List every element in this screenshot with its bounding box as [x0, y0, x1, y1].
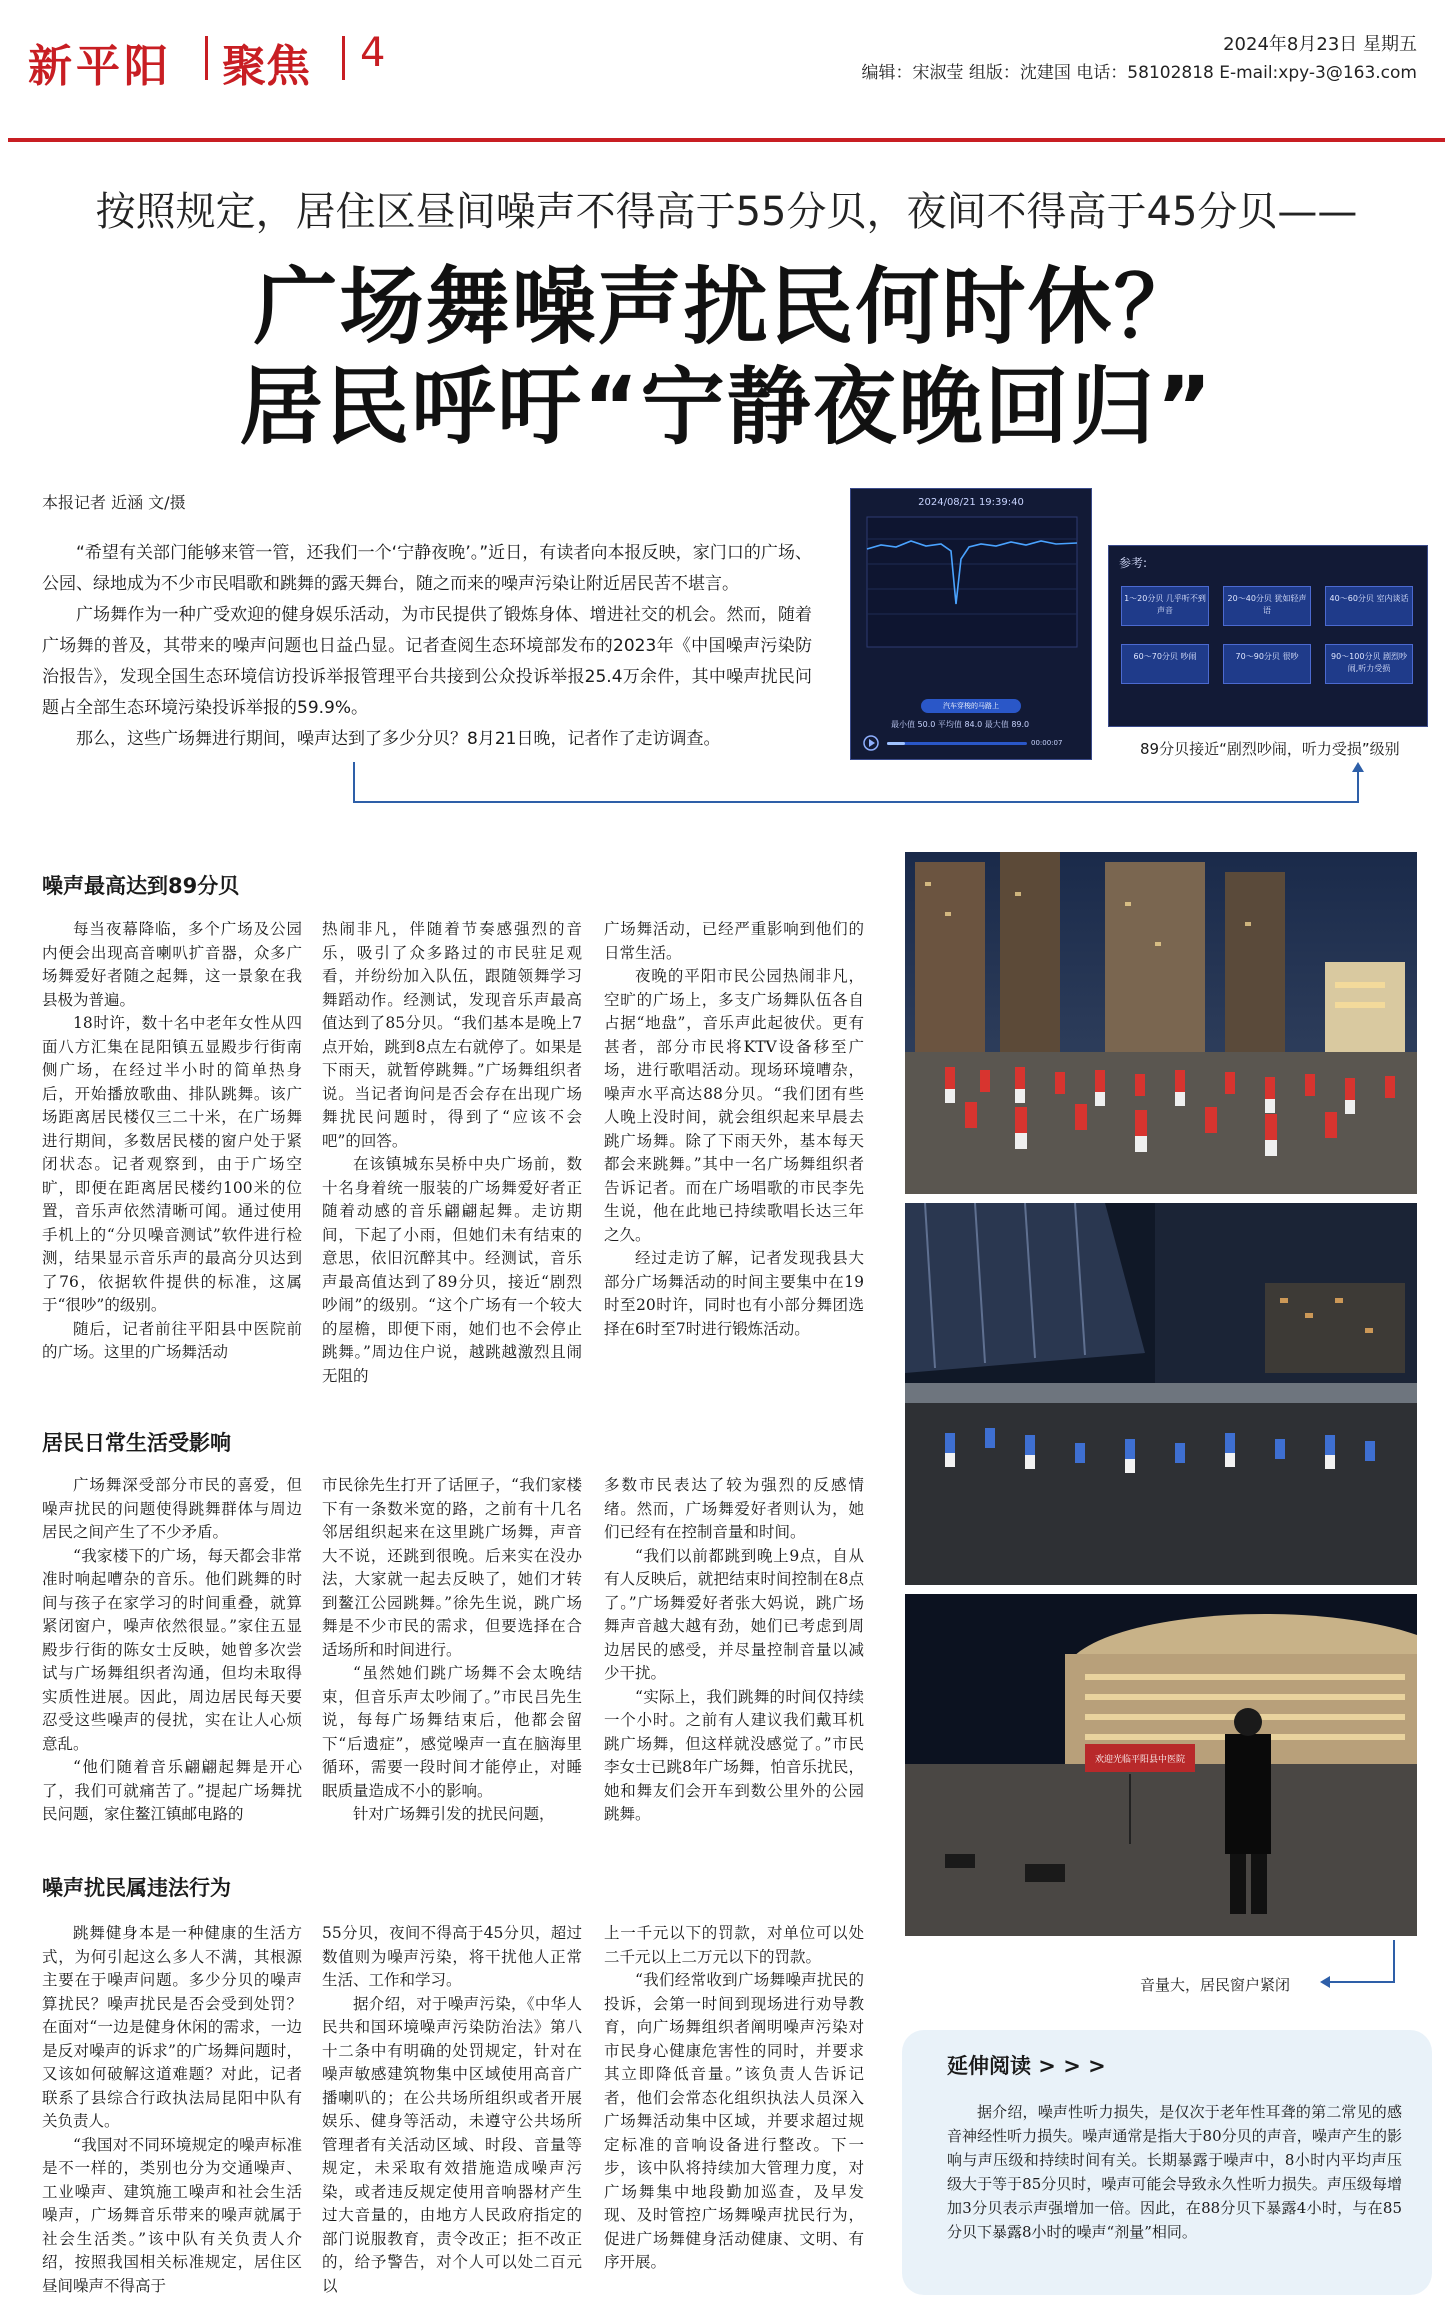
- paragraph: “我家楼下的广场，每天都会非常准时响起嘈杂的音乐。他们跳舞的时间与孩子在家学习的时间重叠，就算紧闭窗户，噪声依然很显。”家住五显殿步行街的陈女士反映，她曾多次尝试与广场舞组织者沟通，但均未取得实质性进展。因此，周边居民每天要忍受这些噪声的侵扰，实在让人心烦意乱。: [42, 1546, 302, 1753]
- paragraph: 市民徐先生打开了话匣子，“我们家楼下有一条数米宽的路，之前有十几名邻居组织起来在这里跳广场舞，声音大不说，还跳到很晚。后来实在没办法，大家就一起去反映了，她们才转到鳌江公园跳舞。”徐先生说，跳广场舞是不少市民的需求，但要选择在合适场所和时间进行。: [322, 1476, 582, 1659]
- paragraph: 广场舞深受部分市民的喜爱，但噪声扰民的问题使得跳舞群体与周边居民之间产生了不少矛盾。: [42, 1476, 302, 1541]
- section2-column-3: [604, 1474, 864, 1827]
- section-heading-2: 居民日常生活受影响: [42, 1431, 231, 1455]
- extended-reading-title: 延伸阅读 > > >: [947, 2054, 1106, 2078]
- reference-cell: 40～60分贝 室内谈话: [1325, 586, 1413, 626]
- paragraph: “虽然她们跳广场舞不会太晚结束，但音乐声太吵闹了。”市民吕先生说，每每广场舞结束后，他都会留下“后遗症”，感觉噪声一直在脑海里循环，需要一段时间才能停止，对睡眠质量造成不小的影响。: [322, 1664, 582, 1800]
- paragraph: “他们随着音乐翩翩起舞是开心了，我们可就痛苦了。”提起广场舞扰民问题，家住鳌江镇邮电路的: [42, 1758, 302, 1823]
- masthead-rule: [8, 138, 1445, 142]
- lead-paragraph: 广场舞作为一种广受欢迎的健身娱乐活动，为市民提供了锻炼身体、增进社交的机会。然而，随着广场舞的普及，其带来的噪声问题也日益凸显。记者查阅生态环境部发布的2023年《中国噪声污染防治报告》，发现全国生态环境信访投诉举报管理平台共接到公众投诉举报25.4万余件，其中噪声扰民问题占全部生态环境污染投诉举报的59.9%。: [42, 605, 812, 718]
- app-caption: 89分贝接近“剧烈吵闹，听力受损”级别: [1140, 740, 1400, 758]
- section-name: 聚焦: [222, 41, 310, 92]
- paragraph: 经过走访了解，记者发现我县大部分广场舞活动的时间主要集中在19时至20时许，同时也有小部分舞团选择在6时至7时进行锻炼活动。: [604, 1249, 864, 1338]
- issue-date: 2024年8月23日 星期五: [1223, 34, 1417, 55]
- paragraph: 上一千元以下的罚款，对单位可以处二千元以上二万元以下的罚款。: [604, 1924, 864, 1966]
- photo-plaza-dancers-illustration: [905, 852, 1417, 1194]
- section3-column-3: [604, 1922, 864, 2275]
- editor-info: 编辑：宋淑莹 组版：沈建国 电话：58102818 E-mail:xpy-3@163.com: [861, 63, 1417, 83]
- paragraph: 热闹非凡，伴随着节奏感强烈的音乐，吸引了众多路过的市民驻足观看，并纷纷加入队伍，跟随领舞学习舞蹈动作。经测试，发现音乐声最高值达到了85分贝。“我们基本是晚上7点开始，跳到8点左右就停了。如果是下雨天，就暂停跳舞。”广场舞组织者说。当记者询问是否会存在出现广场舞扰民问题时，得到了“应该不会吧”的回答。: [322, 920, 582, 1150]
- reference-cell: 20～40分贝 犹如轻声语: [1223, 586, 1311, 626]
- paragraph: “我们以前都跳到晚上9点，自从有人反映后，就把结束时间控制在8点了。”广场舞爱好者张大妈说，跳广场舞声音越大越有劲，她们已考虑到周边居民的感受，并尽量控制音量以减少干扰。: [604, 1546, 864, 1682]
- paragraph: 随后，记者前往平阳县中医院前的广场。这里的广场舞活动: [42, 1319, 302, 1361]
- caption-arrow: [1320, 1938, 1400, 1988]
- reference-cell: 70～90分贝 很吵: [1223, 644, 1311, 684]
- photo-plaza-dancers: [905, 852, 1417, 1194]
- decibel-app-screenshot: [850, 488, 1092, 760]
- reference-cell: 60～70分贝 吵闹: [1121, 644, 1209, 684]
- section1-column-3: [604, 918, 864, 1341]
- extended-reading-box: [902, 2030, 1432, 2295]
- lead-paragraphs: [42, 538, 812, 755]
- paragraph: 多数市民表达了较为强烈的反感情绪。然而，广场舞爱好者则认为，她们已经有在控制音量和时间。: [604, 1476, 864, 1541]
- headline-line-2: 居民呼吁“宁静夜晚回归”: [239, 358, 1214, 456]
- headline-kicker: 按照规定，居住区昼间噪声不得高于55分贝，夜间不得高于45分贝——: [95, 189, 1358, 235]
- section1-column-2: [322, 918, 582, 1388]
- photo-hospital-plaza-illustration: [905, 1203, 1417, 1585]
- person-silhouette: [1225, 1734, 1271, 1854]
- photo-caption: 音量大，居民窗户紧闭: [1140, 1976, 1291, 1994]
- progress-fill: [887, 742, 905, 745]
- section-heading-1: 噪声最高达到89分贝: [42, 874, 240, 898]
- app-timestamp: 2024/08/21 19:39:40: [918, 497, 1024, 508]
- paragraph: 据介绍，噪声性听力损失，是仅次于老年性耳聋的第二常见的感音神经性听力损失。噪声通常是指大于80分贝的声音，噪声产生的影响与声压级和持续时间有关。长期暴露于噪声中，8小时内平均声压级大于等于85分贝时，噪声可能会导致永久性听力损失。声压级每增加3分贝表示声强增加一倍。因此，在88分贝下暴露4小时，与在85分贝下暴露8小时的噪声“剂量”相同。: [947, 2103, 1402, 2241]
- paragraph: “实际上，我们跳舞的时间仅持续一个小时。之前有人建议我们戴耳机跳广场舞，但这样就没感觉了。”市民李女士已跳8年广场舞，怕音乐扰民，她和舞友们会开车到数公里外的公园跳舞。: [604, 1687, 864, 1823]
- paragraph: 18时许，数十名中老年女性从四面八方汇集在昆阳镇五显殿步行街南侧广场，在经过半小时的简单热身后，开始播放歌曲、排队跳舞。该广场距离居民楼仅三二十米，在广场舞进行期间，多数居民楼的窗户处于紧闭状态。记者观察到，由于广场空旷，即便在距离居民楼约100米的位置，音乐声依然清晰可闻。通过使用手机上的“分贝噪音测试”软件进行检测，结果显示音乐声的最高分贝达到了76，依据软件提供的标准，这属于“很吵”的级别。: [42, 1014, 302, 1314]
- paragraph: 在该镇城东吴桥中央广场前，数十名身着统一服装的广场舞爱好者正随着动感的音乐翩翩起舞。走访期间，下起了小雨，但她们未有结束的意思，依旧沉醉其中。经测试，音乐声最高值达到了89分贝，接近“剧烈吵闹”的级别。“这个广场有一个较大的屋檐，即便下雨，她们也不会停止跳舞。”周边住户说，越跳越激烈且闹无阻的: [322, 1155, 582, 1385]
- paragraph: 55分贝，夜间不得高于45分贝，超过数值则为噪声污染，将干扰他人正常生活、工作和学习。: [322, 1924, 582, 1989]
- banner-text: 欢迎光临平阳县中医院: [1094, 1755, 1186, 1765]
- decibel-stats: 最小值 50.0 平均值 84.0 最大值 89.0: [891, 720, 1030, 729]
- lead-paragraph: “希望有关部门能够来管一管，还我们一个‘宁静夜晚’。”近日，有读者向本报反映，家门口的广场、公园、绿地成为不少市民唱歌和跳舞的露天舞台，随之而来的噪声污染让附近居民苦不堪言。: [42, 543, 812, 594]
- reference-cell: 90～100分贝 剧烈吵闹,听力受损: [1325, 644, 1413, 684]
- paragraph: 每当夜幕降临，多个广场及公园内便会出现高音喇叭扩音器，众多广场舞爱好者随之起舞，这一景象在我县极为普遍。: [42, 920, 302, 1009]
- reference-title: 参考:: [1119, 556, 1148, 570]
- section-heading-3: 噪声扰民属违法行为: [42, 1876, 231, 1900]
- reference-cell: 1～20分贝 几乎听不到声音: [1121, 586, 1209, 626]
- paragraph: 针对广场舞引发的扰民问题，: [353, 1805, 555, 1823]
- paragraph: 广场舞活动，已经严重影响到他们的日常生活。: [604, 920, 864, 962]
- decibel-reference-table: [1108, 545, 1428, 727]
- paragraph: 夜晚的平阳市民公园热闹非凡，空旷的广场上，多支广场舞队伍各自占据“地盘”，音乐声此起彼伏。更有甚者，部分市民将KTV设备移至广场，进行歌唱活动。现场环境嘈杂，噪声水平高达88分贝。“我们团有些人晚上没时间，就会组织起来早晨去跳广场舞。除了下雨天外，基本每天都会来跳舞。”其中一名广场舞组织者告诉记者。而在广场唱歌的市民李先生说，他在此地已持续歌唱长达三年之久。: [604, 967, 864, 1244]
- section2-column-1: [42, 1474, 302, 1827]
- photo-park-speaker-illustration: [905, 1594, 1417, 1936]
- extended-reading-body: [947, 2100, 1402, 2244]
- byline: 本报记者 近涵 文/摄: [42, 493, 186, 512]
- section3-column-2: [322, 1922, 582, 2298]
- paragraph: 跳舞健身本是一种健康的生活方式，为何引起这么多人不满，其根源主要在于噪声问题。多少分贝的噪声算扰民？噪声扰民是否会受到处罚？在面对“一边是健身休闲的需求，一边是反对噪声的诉求”的广场舞问题时，又该如何破解这道难题？对此，记者联系了县综合行政执法局昆阳中队有关负责人。: [42, 1924, 302, 2130]
- headline-line-1: 广场舞噪声扰民何时休？: [253, 258, 1200, 356]
- section2-column-2: [322, 1474, 582, 1827]
- app-timer: 00:00:07: [1031, 739, 1063, 747]
- chart-frame: [867, 517, 1077, 647]
- progress-bar: [887, 742, 1027, 745]
- lead-paragraph: 那么，这些广场舞进行期间，噪声达到了多少分贝？8月21日晚，记者作了走访调查。: [76, 729, 721, 749]
- page-number: 4: [360, 30, 386, 76]
- paragraph: “我国对不同环境规定的噪声标准是不一样的，类别也分为交通噪声、工业噪声、建筑施工噪声和社会生活噪声，广场舞音乐带来的噪声就属于社会生活类。”该中队有关负责人介绍，按照我国相关标准规定，居住区昼间噪声不得高于: [42, 2135, 302, 2295]
- masthead-divider-2: [342, 36, 345, 80]
- photo-park-speaker: [905, 1594, 1417, 1936]
- play-icon-triangle: [869, 739, 875, 747]
- bracket-arrow: [340, 760, 1380, 820]
- masthead-divider: [205, 36, 208, 80]
- newspaper-logo: 新平阳: [28, 41, 172, 92]
- photo-hospital-plaza: [905, 1203, 1417, 1585]
- section3-column-1: [42, 1922, 302, 2298]
- section1-column-1: [42, 918, 302, 1365]
- measure-location: 汽车穿梭的马路上: [921, 699, 1021, 713]
- paragraph: “我们经常收到广场舞噪声扰民的投诉，会第一时间到现场进行劝导教育，向广场舞组织者阐明噪声污染对市民身心健康危害性的同时，并要求其立即降低音量。”该负责人告诉记者，他们会常态化组织执法人员深入广场舞活动集中区域，并要求超过规定标准的音响设备进行整改。下一步，该中队将持续加大管理力度，对广场舞集中地段勤加巡查，及早发现、及时管控广场舞噪声扰民行为，促进广场舞健身活动健康、文明、有序开展。: [604, 1971, 864, 2271]
- paragraph: 据介绍，对于噪声污染，《中华人民共和国环境噪声污染防治法》第八十二条中有明确的处罚规定，针对在噪声敏感建筑物集中区域使用高音广播喇叭的；在公共场所组织或者开展娱乐、健身等活动，未遵守公共场所管理者有关活动区域、时段、音量等规定，未采取有效措施造成噪声污染，或者违反规定使用音响器材产生过大音量的，由地方人民政府指定的部门说服教育，责令改正；拒不改正的，给予警告，对个人可以处二百元以: [322, 1994, 582, 2295]
